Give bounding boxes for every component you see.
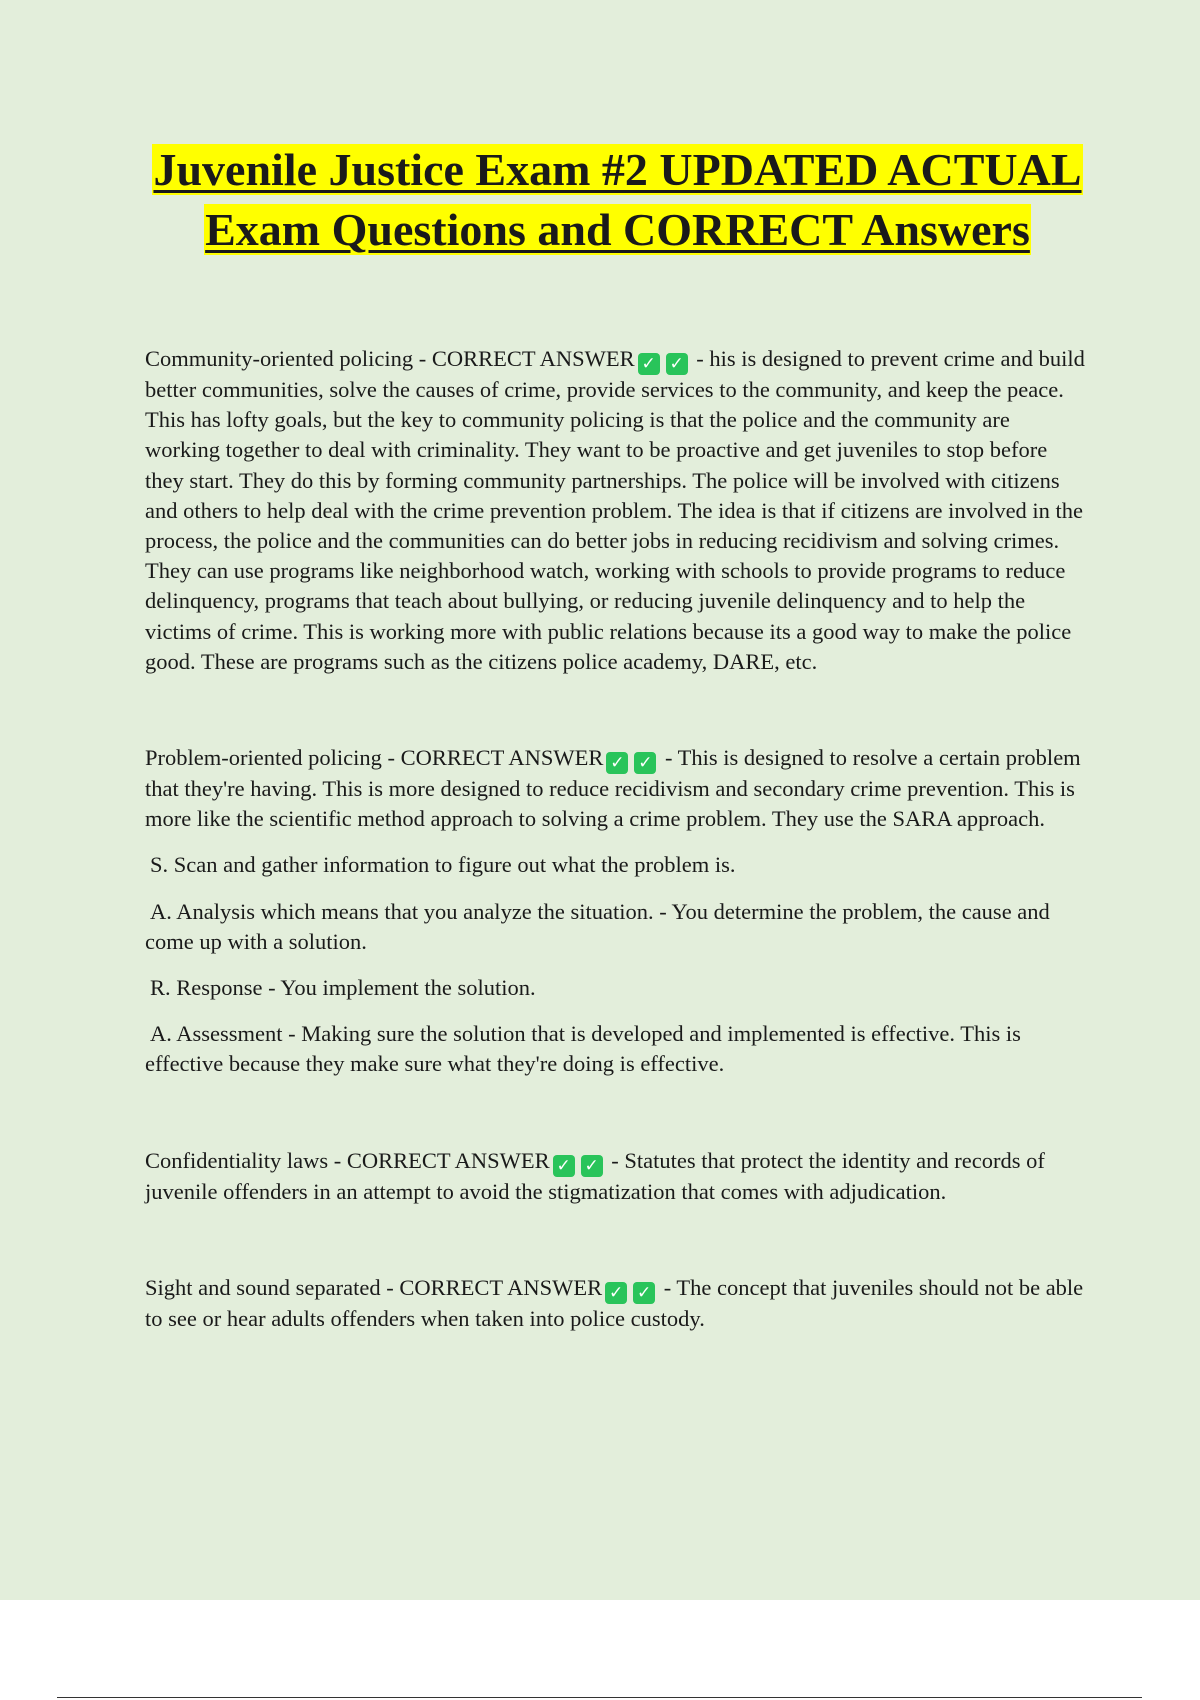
- qa-paragraph: [145, 743, 1090, 834]
- qa-term: Sight and sound separated -: [145, 1274, 400, 1300]
- correct-answer-label: CORRECT ANSWER: [400, 745, 604, 771]
- sara-step-assessment: A. Assessment - Making sure the solution that is developed and implemented is effective. This is effective because they make sure what they're doing is effective.: [145, 1021, 1021, 1077]
- qa-term: Community-oriented policing -: [145, 346, 432, 371]
- qa-term: Problem-oriented policing -: [145, 745, 401, 771]
- check-mark-button-icon: ✓: [638, 353, 660, 375]
- check-mark-button-icon: ✓: [581, 1155, 603, 1177]
- correct-answer-label: CORRECT ANSWER: [399, 1274, 603, 1300]
- qa-paragraph: [145, 1146, 1090, 1207]
- qa-paragraph: [145, 1273, 1090, 1334]
- document-title-text: Juvenile Justice Exam #2 UPDATED ACTUAL Exam Questions and CORRECT Answers: [153, 144, 1082, 255]
- check-mark-button-icon: ✓: [605, 1282, 627, 1304]
- sara-step-analysis: A. Analysis which means that you analyze the situation. - You determine the problem, the cause and come up with a solution.: [145, 898, 1050, 954]
- qa-definition: - his is designed to prevent crime and build better communities, solve the causes of crime, provide services to the community, and keep the peace. This has lofty goals, but the key to community policing is that the police and the community are working together to deal with criminality. They want to be proactive and get juveniles to stop before they start. They do this by forming community partnerships. The police will be involved with citizens and others to help deal with the crime prevention problem. The idea is that if citizens are involved in the process, the police and the communities can do better jobs in reducing recidivism and solving crimes. They can use programs like neighborhood watch, working with schools to provide programs to reduce delinquency, programs that teach about bullying, or reducing juvenile delinquency and to help the victims of crime. This is working more with public relations because its a good way to make the police good. These are programs such as the citizens police academy, DARE, etc.: [145, 346, 1085, 674]
- correct-answer-label: CORRECT ANSWER: [346, 1147, 550, 1173]
- qa-term: Confidentiality laws -: [145, 1147, 347, 1173]
- check-mark-button-icon: ✓: [553, 1155, 575, 1177]
- check-mark-button-icon: ✓: [634, 752, 656, 774]
- sara-step-scan: S. Scan and gather information to figure out what the problem is.: [150, 852, 736, 878]
- document-title: [120, 140, 1115, 260]
- qa-entry-community-oriented-policing: [145, 344, 1090, 677]
- check-mark-button-icon: ✓: [633, 1282, 655, 1304]
- qa-entry-confidentiality-laws: [145, 1146, 1090, 1207]
- check-mark-button-icon: ✓: [666, 353, 688, 375]
- qa-definition: - The concept that juveniles should not be able to see or hear adults offenders when taken into police custody.: [145, 1274, 1084, 1331]
- qa-definition: - This is designed to resolve a certain problem that they're having. This is more designed to reduce recidivism and secondary crime prevention. This is more like the scientific method approach to solving a crime problem. They use the SARA approach.: [145, 745, 1081, 832]
- sara-step-response: R. Response - You implement the solution.: [150, 975, 536, 1001]
- correct-answer-label: CORRECT ANSWER: [431, 346, 635, 371]
- document-body: [145, 344, 1090, 1334]
- qa-paragraph: [145, 344, 1090, 677]
- check-mark-button-icon: ✓: [606, 752, 628, 774]
- qa-entry-sight-and-sound-separated: [145, 1273, 1090, 1334]
- qa-definition: - Statutes that protect the identity and records of juvenile offenders in an attempt to avoid the stigmatization that comes with adjudication.: [145, 1147, 1045, 1204]
- qa-entry-problem-oriented-policing: [145, 743, 1090, 1080]
- footer-divider: [57, 1697, 1142, 1698]
